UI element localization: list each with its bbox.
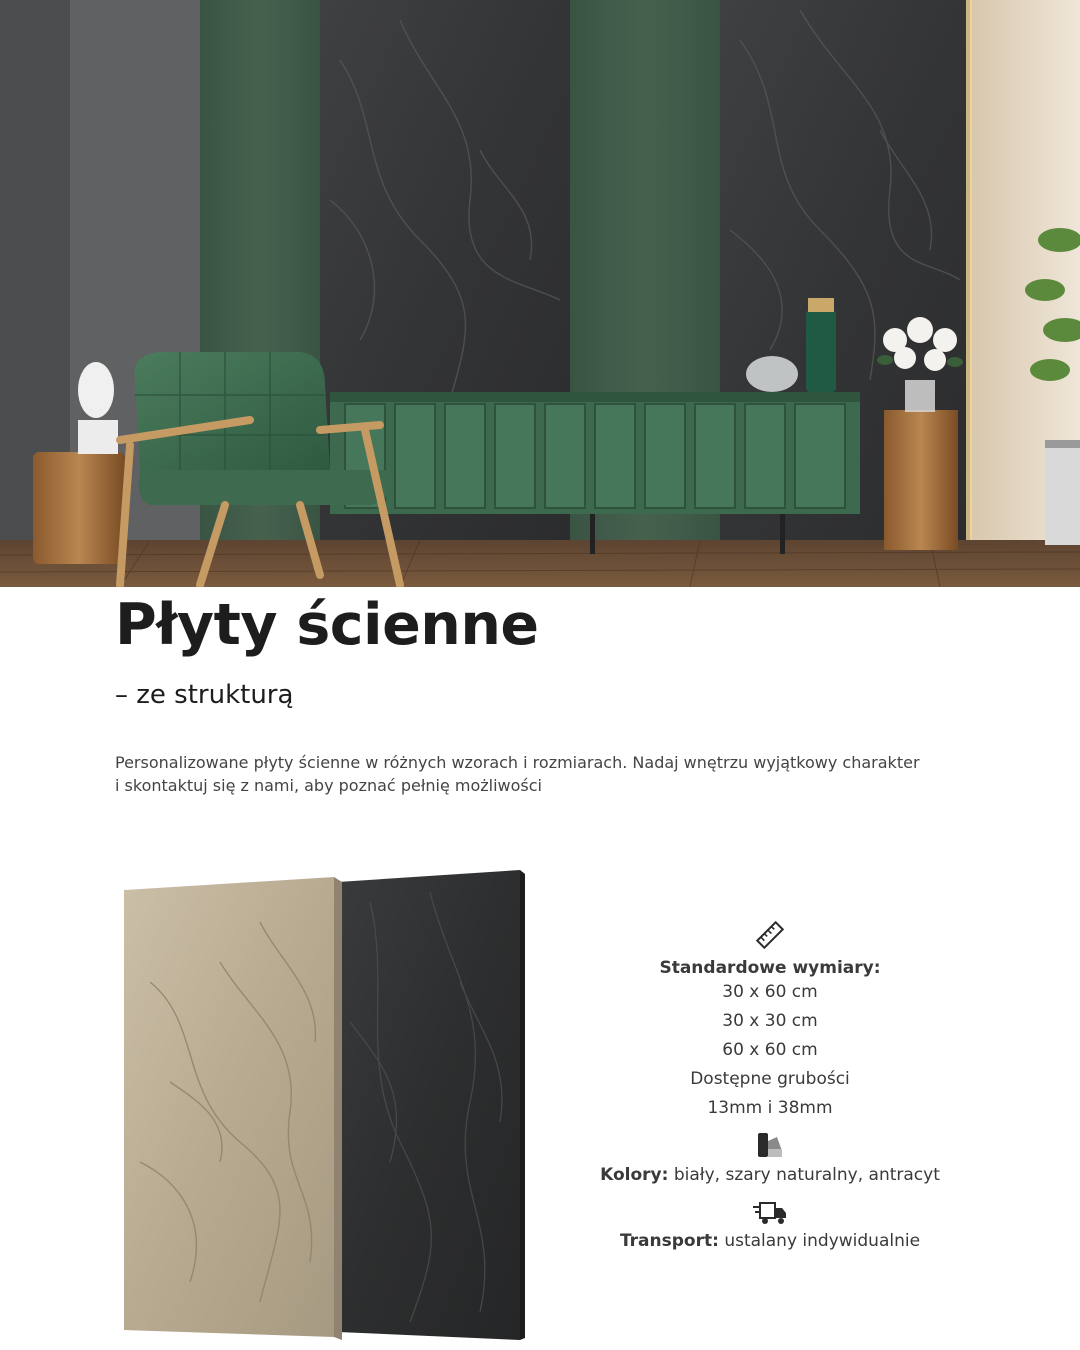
dimension-size: 30 x 30 cm	[722, 1011, 818, 1031]
delivery-truck-icon	[752, 1199, 788, 1227]
specs-section	[560, 920, 980, 1251]
dimension-size: 60 x 60 cm	[722, 1040, 818, 1060]
dimensions-label: Standardowe wymiary:	[659, 958, 881, 978]
ruler-icon	[755, 920, 785, 950]
product-image	[110, 862, 540, 1350]
page-subtitle: – ze strukturą	[115, 680, 294, 710]
transport-row	[560, 1231, 980, 1251]
dimension-size: 30 x 60 cm	[722, 982, 818, 1002]
color-swatch-icon	[755, 1131, 785, 1161]
description	[115, 751, 995, 797]
colors-label: Kolory:	[600, 1165, 669, 1185]
transport-value: ustalany indywidualnie	[724, 1231, 921, 1251]
colors-row	[560, 1165, 980, 1185]
transport-label: Transport:	[619, 1231, 719, 1251]
thickness-value: 13mm i 38mm	[707, 1098, 833, 1118]
description-line: i skontaktuj się z nami, aby poznać pełnię możliwości	[115, 776, 542, 795]
hero-image	[0, 0, 1080, 587]
description-line: Personalizowane płyty ścienne w różnych wzorach i rozmiarach. Nadaj wnętrzu wyjątkowy charakter	[115, 753, 920, 772]
page-title: Płyty ścienne	[115, 592, 539, 658]
colors-value: biały, szary naturalny, antracyt	[673, 1165, 940, 1185]
thickness-label: Dostępne grubości	[690, 1069, 850, 1089]
